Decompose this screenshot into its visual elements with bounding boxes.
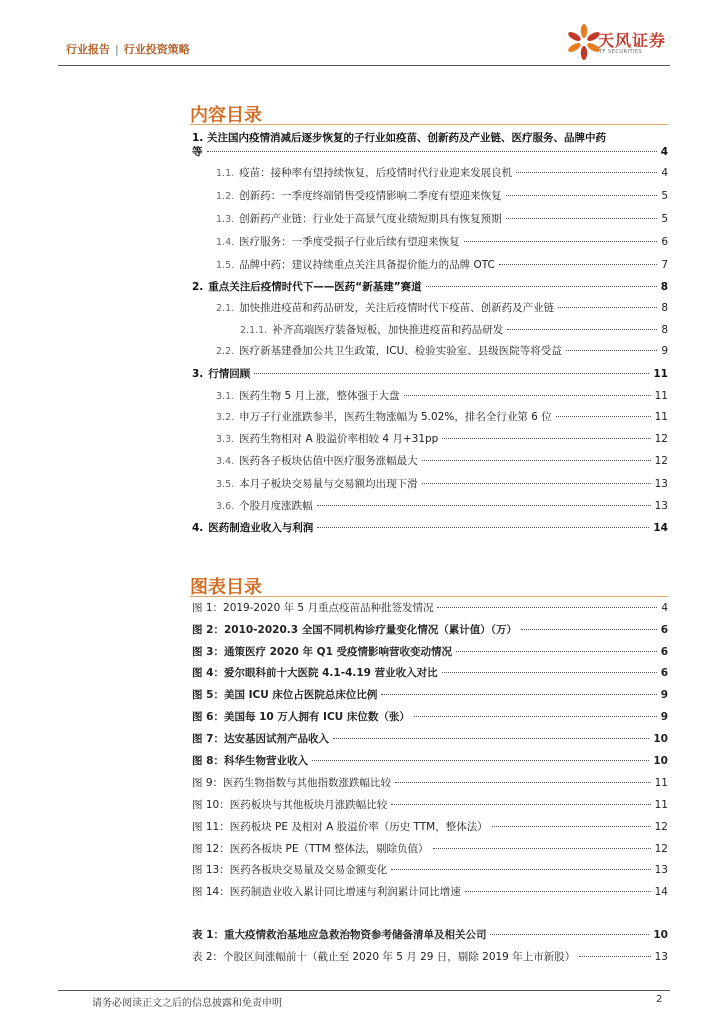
figure-list-text: 图 9：医药生物指数与其他指数涨跌幅比较 bbox=[192, 777, 392, 789]
toc-leader bbox=[426, 286, 657, 287]
toc-item-text: 补齐高端医疗装备短板，加快推进疫苗和药品研发 bbox=[272, 324, 504, 336]
figure-list-item[interactable] bbox=[192, 819, 668, 835]
figure-list-page: 9 bbox=[660, 711, 668, 723]
toc-item-number: 1.4. bbox=[216, 237, 235, 248]
toc-item-text: 医药各子板块估值中医疗服务涨幅最大 bbox=[239, 455, 418, 467]
figure-list-item[interactable] bbox=[192, 600, 668, 616]
toc-item-text: 行情回顾 bbox=[208, 368, 251, 380]
toc-item-number: 1.1. bbox=[216, 168, 235, 179]
figure-list-leader bbox=[333, 738, 649, 739]
figure-list-item[interactable] bbox=[192, 884, 668, 900]
figure-list-item[interactable] bbox=[192, 687, 668, 703]
toc-item[interactable] bbox=[216, 431, 668, 447]
toc-item[interactable] bbox=[216, 188, 668, 204]
toc-item-text: 医疗服务：一季度受损子行业后续有望迎来恢复 bbox=[239, 236, 460, 248]
toc-leader bbox=[207, 151, 657, 152]
toc-item-page: 8 bbox=[661, 302, 668, 314]
table-list-leader bbox=[579, 956, 650, 957]
figure-list-leader bbox=[391, 869, 650, 870]
toc-item-page: 11 bbox=[654, 390, 668, 402]
toc-item-text: 重点关注后疫情时代下——医药“新基建”赛道 bbox=[208, 281, 422, 293]
figure-list-text: 图 4：爱尔眼科前十大医院 4.1-4.19 营业收入对比 bbox=[192, 667, 438, 679]
toc-item-number: 2.1.1. bbox=[240, 325, 268, 336]
toc-item[interactable] bbox=[216, 165, 668, 181]
figure-list-page: 12 bbox=[654, 843, 668, 855]
figure-list-item[interactable] bbox=[192, 797, 668, 813]
toc-item-number: 3.6. bbox=[216, 501, 235, 512]
toc-item-page: 7 bbox=[661, 259, 668, 271]
toc-item-number: 3.4. bbox=[216, 456, 235, 467]
toc-leader bbox=[506, 195, 658, 196]
toc-item-page: 11 bbox=[653, 368, 668, 380]
toc-item-page: 12 bbox=[654, 433, 668, 445]
toc-item-text: 品牌中药：建议持续重点关注具备提价能力的品牌 OTC bbox=[239, 259, 495, 271]
toc-item-text: 医药制造业收入与利润 bbox=[208, 522, 314, 534]
toc-leader bbox=[499, 264, 657, 265]
figure-list-page: 6 bbox=[660, 624, 668, 636]
table-list-page: 13 bbox=[654, 951, 668, 963]
toc-leader bbox=[422, 460, 651, 461]
toc-item-page: 13 bbox=[654, 478, 668, 490]
figure-list-text: 图 1：2019-2020 年 5 月重点疫苗品种批签发情况 bbox=[192, 602, 434, 614]
toc-item-text: 加快推进疫苗和药品研发，关注后疫情时代下疫苗、创新药及产业链 bbox=[239, 302, 555, 314]
toc-item[interactable] bbox=[216, 498, 668, 514]
figure-list-text: 图 13：医药各板块交易量及交易金额变化 bbox=[192, 864, 388, 876]
figure-list-leader bbox=[312, 760, 649, 761]
toc-item-page: 5 bbox=[661, 213, 668, 225]
toc-item[interactable] bbox=[216, 476, 668, 492]
toc-item-number: 2.1. bbox=[216, 303, 235, 314]
footer-divider bbox=[58, 990, 670, 991]
figure-list-item[interactable] bbox=[192, 753, 668, 769]
figure-list-page: 11 bbox=[654, 777, 668, 789]
toc-item-text: 医药生物 5 月上涨，整体强于大盘 bbox=[239, 390, 400, 402]
figure-list-leader bbox=[433, 848, 651, 849]
figure-list-item[interactable] bbox=[192, 841, 668, 857]
toc-item[interactable] bbox=[240, 322, 668, 338]
toc-leader bbox=[516, 172, 657, 173]
toc-item-text: 本月子板块交易量与交易额均出现下滑 bbox=[239, 478, 418, 490]
toc-item-page: 8 bbox=[660, 281, 668, 293]
table-list-item[interactable] bbox=[192, 927, 668, 943]
toc-item-text: 关注国内疫情消减后逐步恢复的子行业如疫苗、创新药及产业链、医疗服务、品牌中药 bbox=[206, 132, 606, 144]
toc-item-number: 2.2. bbox=[216, 346, 235, 357]
figure-list-leader bbox=[492, 826, 651, 827]
table-list-text: 表 2：个股区间涨幅前十（截止至 2020 年 5 月 29 日，剔除 2019 年上市新股） bbox=[192, 951, 576, 963]
toc-item-text: 疫苗：接种率有望持续恢复，后疫情时代行业迎来发展良机 bbox=[239, 167, 513, 179]
toc-title-divider bbox=[190, 124, 668, 125]
figure-list-page: 6 bbox=[660, 667, 668, 679]
toc-leader bbox=[422, 483, 651, 484]
toc-leader bbox=[254, 373, 649, 374]
toc-leader bbox=[506, 218, 658, 219]
toc-item-number: 3.3. bbox=[216, 434, 235, 445]
toc-item-1[interactable] bbox=[192, 131, 668, 159]
toc-leader bbox=[507, 329, 657, 330]
toc-item-page: 14 bbox=[653, 522, 668, 534]
toc-item-number: 3. bbox=[192, 368, 204, 380]
toc-leader bbox=[558, 307, 657, 308]
toc-item-number: 1.3. bbox=[216, 214, 235, 225]
figure-list-page: 6 bbox=[660, 646, 668, 658]
page-number: 2 bbox=[656, 994, 663, 1005]
toc-item-text: 医疗新基建叠加公共卫生政策，ICU、检验实验室、县级医院等将受益 bbox=[239, 345, 562, 357]
toc-leader bbox=[556, 416, 651, 417]
figure-list-page: 10 bbox=[653, 755, 668, 767]
figure-list-leader bbox=[391, 804, 650, 805]
toc-item-page: 11 bbox=[654, 411, 668, 423]
breadcrumb bbox=[66, 41, 190, 57]
toc-item-number: 3.2. bbox=[216, 412, 235, 423]
figure-list-item[interactable] bbox=[192, 775, 668, 791]
toc-item[interactable] bbox=[216, 453, 668, 469]
figure-list-item[interactable] bbox=[192, 709, 668, 725]
figure-list-leader bbox=[442, 672, 657, 673]
figure-list-item[interactable] bbox=[192, 731, 668, 747]
toc-leader bbox=[317, 527, 649, 528]
figure-list-text: 图 12：医药各板块 PE（TTM 整体法，剔除负值） bbox=[192, 843, 429, 855]
figure-list-item[interactable] bbox=[192, 862, 668, 878]
toc-item-page: 5 bbox=[661, 190, 668, 202]
toc-item[interactable] bbox=[192, 520, 668, 536]
toc-item-text: 创新药：一季度终端销售受疫情影响二季度有望迎来恢复 bbox=[239, 190, 502, 202]
toc-title: 内容目录 bbox=[190, 105, 262, 126]
breadcrumb-report-type: 行业报告 bbox=[66, 43, 110, 56]
toc-item-page: 12 bbox=[654, 455, 668, 467]
breadcrumb-separator: | bbox=[115, 43, 119, 56]
toc-item-number: 3.1. bbox=[216, 391, 235, 402]
toc-item[interactable] bbox=[216, 234, 668, 250]
toc-item-number: 1. bbox=[192, 132, 204, 144]
figure-list-leader bbox=[521, 629, 657, 630]
table-list-page: 10 bbox=[653, 929, 668, 941]
lof-title: 图表目录 bbox=[190, 577, 262, 598]
figure-list-leader bbox=[437, 607, 657, 608]
figure-list-page: 9 bbox=[660, 689, 668, 701]
figure-list-page: 10 bbox=[653, 733, 668, 745]
toc-leader bbox=[404, 395, 651, 396]
toc-item[interactable] bbox=[216, 300, 668, 316]
figure-list-text: 图 10：医药板块与其他板块月涨跌幅比较 bbox=[192, 799, 388, 811]
toc-item-number: 2. bbox=[192, 281, 204, 293]
toc-item-number: 1.5. bbox=[216, 260, 235, 271]
figure-list-page: 12 bbox=[654, 821, 668, 833]
figure-list-item[interactable] bbox=[192, 622, 668, 638]
toc-item[interactable] bbox=[192, 279, 668, 295]
figure-list-leader bbox=[414, 716, 657, 717]
page-header bbox=[0, 0, 724, 70]
toc-item[interactable] bbox=[216, 211, 668, 227]
toc-item-number: 3.5. bbox=[216, 479, 235, 490]
company-name: 天风证券 bbox=[598, 31, 667, 50]
toc-item-page: 4 bbox=[660, 146, 668, 158]
figure-list-page: 4 bbox=[661, 602, 668, 614]
toc-leader bbox=[442, 438, 650, 439]
figure-list-text: 图 7：达安基因试剂产品收入 bbox=[192, 733, 329, 745]
toc-item-page: 8 bbox=[661, 324, 668, 336]
figure-list-page: 11 bbox=[654, 799, 668, 811]
toc-item-text: 医药生物相对 A 股溢价率相较 4 月+31pp bbox=[239, 433, 439, 445]
toc-leader bbox=[566, 350, 658, 351]
toc-item-page: 4 bbox=[661, 167, 668, 179]
figure-list-leader bbox=[465, 891, 651, 892]
table-list-leader bbox=[490, 934, 649, 935]
toc-item-text: 申万子行业涨跌参半，医药生物涨幅为 5.02%，排名全行业第 6 位 bbox=[239, 411, 552, 423]
toc-item-page: 9 bbox=[661, 345, 668, 357]
toc-item-text: 个股月度涨跌幅 bbox=[239, 500, 313, 512]
toc-leader bbox=[317, 505, 651, 506]
figure-list-item[interactable] bbox=[192, 644, 668, 660]
toc-item-page: 6 bbox=[661, 236, 668, 248]
lof-title-divider bbox=[190, 596, 668, 597]
toc-item-text: 创新药产业链：行业处于高景气度业绩短期具有恢复预期 bbox=[239, 213, 502, 225]
figure-list-leader bbox=[381, 694, 656, 695]
figure-list-text: 图 5：美国 ICU 床位占医院总床位比例 bbox=[192, 689, 378, 701]
toc-leader bbox=[464, 241, 658, 242]
header-divider bbox=[58, 65, 670, 66]
footer-disclaimer-link[interactable]: 请务必阅读正文之后的信息披露和免责申明 bbox=[92, 998, 282, 1009]
figure-list-page: 13 bbox=[654, 864, 668, 876]
toc-item[interactable] bbox=[192, 366, 668, 382]
table-list-text: 表 1：重大疫情救治基地应急救治物资参考储备清单及相关公司 bbox=[192, 929, 487, 941]
figure-list-text: 图 8：科华生物营业收入 bbox=[192, 755, 308, 767]
toc-item[interactable] bbox=[216, 343, 668, 359]
figure-list-page: 14 bbox=[654, 886, 668, 898]
toc-item-number: 4. bbox=[192, 522, 204, 534]
toc-item-text-cont: 等 bbox=[192, 146, 203, 158]
figure-list-leader bbox=[456, 651, 657, 652]
toc-item-page: 13 bbox=[654, 500, 668, 512]
figure-list-text: 图 3：通策医疗 2020 年 Q1 受疫情影响营收变动情况 bbox=[192, 646, 453, 658]
figure-list-text: 图 2：2010-2020.3 全国不同机构诊疗量变化情况（累计值）（万） bbox=[192, 624, 517, 636]
toc-item-number: 1.2. bbox=[216, 191, 235, 202]
breadcrumb-report-category: 行业投资策略 bbox=[123, 43, 190, 56]
company-name-en: TF SECURITIES bbox=[599, 49, 643, 55]
table-list-item[interactable] bbox=[192, 949, 668, 965]
toc-item[interactable] bbox=[216, 388, 668, 404]
figure-list-text: 图 6：美国每 10 万人拥有 ICU 床位数（张） bbox=[192, 711, 410, 723]
figure-list-leader bbox=[395, 782, 651, 783]
toc-item[interactable] bbox=[216, 409, 668, 425]
figure-list-text: 图 11：医药板块 PE 及相对 A 股溢价率（历史 TTM，整体法） bbox=[192, 821, 488, 833]
figure-list-text: 图 14：医药制造业收入累计同比增速与利润累计同比增速 bbox=[192, 886, 461, 898]
toc-item[interactable] bbox=[216, 257, 668, 273]
figure-list-item[interactable] bbox=[192, 665, 668, 681]
